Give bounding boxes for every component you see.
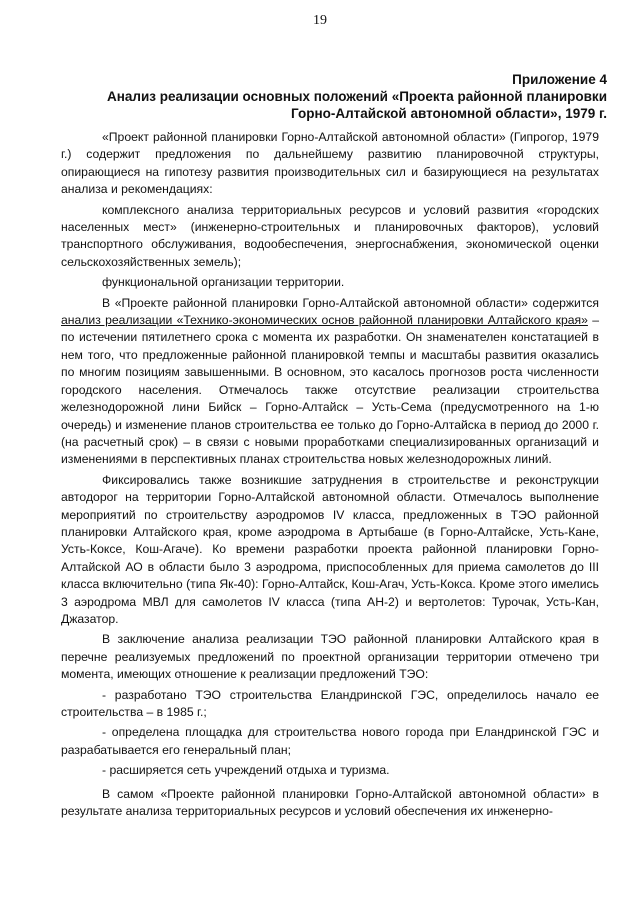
paragraph-teo-text-end: – по истечении пятилетнего срока с момента их разработки. Он знаменателен констатацией в нем того, что предложенные районной планировкой темпы и масштабы развития оказались по многим позициям завышенными. В основном, это касалось прогнозов роста численности городского населения. Отмечалось также отсутствие реализации строительства железнодорожной лини Бийск – Горно-Алтайск – Усть-Сема (предусмотренного на 1-ю очередь) и изменение планов строительства ее только до Горно-Алтайска в период до 2000 г. (на расчетный срок) – в связи с новыми проработками специализированных организаций и изменениями в перспективных планах строительства новых железнодорожных линий.: [61, 313, 600, 467]
heading-title-line-2: Горно-Алтайской автономной области», 1979 г.: [290, 106, 607, 121]
heading-title-line-1: Анализ реализации основных положений «Проекта районной планировки: [106, 89, 607, 104]
list-item-ges: - разработано ТЭО строительства Еландринской ГЭС, определилось начало ее строительства – в 1985 г.;: [61, 687, 599, 719]
paragraph-teo-text-start: В «Проекте районной планировки Горно-Алтайской автономной области» содержится: [102, 295, 599, 310]
document-body: [61, 129, 599, 823]
paragraph-project-analysis: В самом «Проекте районной планировки Горно-Алтайской автономной области» в результате анализа территориальных ресурсов и условий обеспечения их инженерно-: [61, 786, 599, 819]
paragraph-functional-item: функциональной организации территории.: [102, 275, 345, 290]
paragraph-intro: «Проект районной планировки Горно-Алтайской автономной области» (Гипрогор, 1979 г.) содержит предложения по дальнейшему развитию планировочной структуры, опирающиеся на гипотезу развития производительных сил и базирующиеся на результатах анализа и рекомендациях:: [61, 130, 599, 197]
paragraph-analysis-item: комплексного анализа территориальных ресурсов и условий развития «городских населенных мест» (инженерно-строительных и планировочных факторов), условий транспортного обслуживания, водообеспечения, энергоснабжения, экономической оценки сельскохозяйственных земель);: [61, 202, 599, 269]
paragraph-teo-analysis: [61, 295, 599, 469]
paragraph-conclusion: В заключение анализа реализации ТЭО районной планировки Алтайского края в перечне реализуемых предложений по проектной организации территории отмечено три момента, имеющих отношение к реализации предложений ТЭО:: [61, 632, 599, 682]
list-item-new-city: - определена площадка для строительства нового города при Еландринской ГЭС и разрабатывается его генеральный план;: [61, 725, 599, 757]
appendix-heading: [47, 71, 607, 122]
underlined-teo-reference: анализ реализации «Технико-экономических основ районной планировки Алтайского края»: [61, 313, 588, 328]
appendix-label: Приложение 4: [512, 72, 607, 87]
list-item-tourism: - расширяется сеть учреждений отдыха и туризма.: [102, 763, 390, 778]
paragraph-airfields: Фиксировались также возникшие затруднения в строительстве и реконструкции автодорог на территории Горно-Алтайской автономной области. Отмечалось выполнение мероприятий по строительству аэродромов IV класса, предложенных в ТЭО районной планировки Алтайского края, кроме аэродрома в Артыбаше (в Горно-Алтайске, Усть-Кане, Усть-Коксе, Кош-Агаче). Ко времени разработки проекта районной планировки Горно-Алтайской АО в области было 3 аэродрома, приспособленных для приема самолетов до III класса включительно (типа Як-40): Горно-Алтайск, Кош-Агач, Усть-Кокса. Кроме этого имелись 3 аэродрома МВЛ для самолетов IV класса (типа АН-2) и вертолетов: Турочак, Усть-Кан, Джазатор.: [61, 472, 599, 626]
page-number: 19: [313, 13, 327, 28]
